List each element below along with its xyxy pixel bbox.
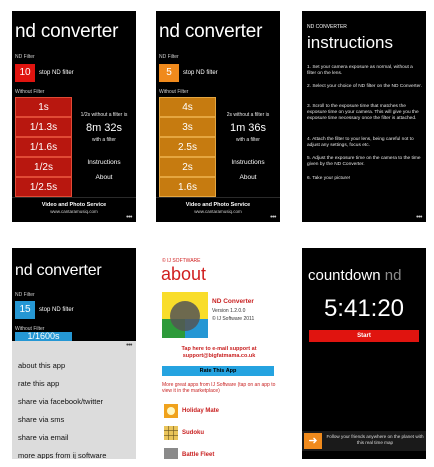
countdown-screen xyxy=(302,248,426,459)
app-version: Version 1.2.0.0 xyxy=(212,308,246,314)
nd-filter-text: stop ND filter xyxy=(39,307,74,313)
nd-filter-swatch[interactable]: 15 xyxy=(15,301,35,319)
app-bar-menu xyxy=(12,341,136,459)
stop-item[interactable]: 1/1.6s xyxy=(15,137,72,157)
nd-converter-screen-5stop xyxy=(156,11,280,222)
app-link-battle-fleet[interactable]: Battle Fleet xyxy=(182,452,215,458)
instruction-step: 4. Attach the filter to your lens, being careful not to adjust any settings, focus etc. xyxy=(307,137,414,149)
more-menu-icon[interactable]: ••• xyxy=(126,342,132,349)
about-link[interactable]: About xyxy=(239,174,257,181)
about-link[interactable]: About xyxy=(95,174,113,181)
more-menu-icon[interactable]: ••• xyxy=(416,214,422,221)
without-filter-label: Without Filter xyxy=(15,89,45,95)
instruction-step: 1. Set your camera exposure as normal, without a filter on the lens. xyxy=(307,65,413,77)
battle-fleet-icon[interactable] xyxy=(164,448,178,459)
menu-item-share-email[interactable]: share via email xyxy=(18,433,69,442)
instructions-link[interactable]: Instructions xyxy=(87,159,121,166)
instruction-step: 5. Adjust the exposure time on the camera to the time given by the ND Converter. xyxy=(307,156,421,168)
app-small-title: ND CONVERTER xyxy=(307,24,347,30)
stop-item[interactable]: 2s xyxy=(159,157,216,177)
menu-item-more-apps[interactable]: more apps from ij software xyxy=(18,451,107,459)
page-title: instructions xyxy=(307,33,393,52)
app-name: ND Converter xyxy=(212,298,254,305)
nd-filter-label: ND Filter xyxy=(15,292,35,298)
rate-app-button[interactable]: Rate This App xyxy=(162,366,274,376)
stop-item[interactable]: 1.6s xyxy=(159,177,216,197)
more-apps-text: More great apps from IJ Software (tap on an app to view it in the marketplace) xyxy=(162,382,276,394)
stop-item[interactable]: 4s xyxy=(159,97,216,117)
stop-item[interactable]: 1/2s xyxy=(15,157,72,177)
converted-time: 8m 32s xyxy=(85,122,123,134)
instruction-step: 6. Take your picture! xyxy=(307,176,351,181)
ad-banner[interactable] xyxy=(302,431,426,451)
page-title: about xyxy=(161,264,207,284)
converted-time: 1m 36s xyxy=(229,122,267,134)
nd-converter-screen-10stop xyxy=(12,11,136,222)
copyright: © IJ Software 2011 xyxy=(212,316,255,322)
more-menu-icon[interactable]: ••• xyxy=(126,214,132,221)
app-title: nd converter xyxy=(15,21,119,42)
footer-title: Video and Photo Service xyxy=(185,202,251,208)
app-title: nd converter xyxy=(15,262,102,279)
menu-item-share-sms[interactable]: share via sms xyxy=(18,415,65,424)
footer-banner[interactable] xyxy=(12,197,136,222)
instruction-step: 2. Select your choice of ND filter on the ND Converter. xyxy=(307,84,422,89)
app-logo-icon xyxy=(162,292,208,338)
countdown-time: 5:41:20 xyxy=(323,295,405,322)
stop-item[interactable]: 2.5s xyxy=(159,137,216,157)
nd-converter-menu-screen xyxy=(12,248,136,459)
app-link-holiday-mate[interactable]: Holiday Mate xyxy=(182,408,220,414)
sudoku-icon[interactable] xyxy=(164,426,178,440)
about-screen xyxy=(156,248,280,459)
menu-item-about[interactable]: about this app xyxy=(18,361,66,370)
nd-filter-label: ND Filter xyxy=(159,54,179,60)
company-label: © IJ SOFTWARE xyxy=(162,258,201,264)
nd-filter-label: ND Filter xyxy=(15,54,35,60)
instruction-step: 3. Scroll to the exposure time that matches the exposure time on your camera. This will give you the exposure time necessary once the filter is attached. xyxy=(307,104,419,122)
footer-title: Video and Photo Service xyxy=(41,202,107,208)
arrow-right-icon: ➜ xyxy=(304,433,322,449)
footer-url: www.cantaramusiq.com xyxy=(50,209,98,214)
stop-item[interactable]: 1/2.5s xyxy=(15,177,72,197)
info-with-filter: with a filter xyxy=(92,137,116,143)
page-title xyxy=(308,267,401,284)
nd-filter-text: stop ND filter xyxy=(39,70,74,76)
nd-filter-text: stop ND filter xyxy=(183,70,218,76)
support-email-link[interactable]: Tap here to e-mail support at support@bigfatmama.co.uk xyxy=(181,346,257,359)
nd-filter-swatch[interactable]: 5 xyxy=(159,64,179,82)
info-caption: 2s without a filter is xyxy=(226,112,270,118)
stop-item[interactable]: 3s xyxy=(159,117,216,137)
next-pivot-title[interactable]: nd xyxy=(384,267,402,284)
instructions-screen xyxy=(302,11,426,222)
info-caption: 1/2s without a filter is xyxy=(80,112,128,118)
stop-item[interactable]: 1s xyxy=(15,97,72,117)
menu-item-share-social[interactable]: share via facebook/twitter xyxy=(18,397,104,406)
footer-banner[interactable] xyxy=(156,197,280,222)
stop-item[interactable]: 1/1.3s xyxy=(15,117,72,137)
countdown-title: countdown xyxy=(308,267,381,284)
ad-text: Follow your friends anywhere on the planet with this real time map xyxy=(326,434,424,445)
holiday-mate-icon[interactable] xyxy=(164,404,178,418)
without-filter-label: Without Filter xyxy=(159,89,189,95)
app-link-sudoku[interactable]: Sudoku xyxy=(182,430,204,436)
nd-filter-swatch[interactable]: 10 xyxy=(15,64,35,82)
app-title: nd converter xyxy=(159,21,263,42)
more-menu-icon[interactable]: ••• xyxy=(270,214,276,221)
stop-item[interactable]: 1/1600s xyxy=(15,332,72,341)
instructions-link[interactable]: Instructions xyxy=(231,159,265,166)
footer-url: www.cantaramusiq.com xyxy=(194,209,242,214)
start-button[interactable]: Start xyxy=(309,330,419,342)
menu-item-rate[interactable]: rate this app xyxy=(18,379,60,388)
without-filter-label: Without Filter xyxy=(15,326,45,332)
info-with-filter: with a filter xyxy=(236,137,260,143)
